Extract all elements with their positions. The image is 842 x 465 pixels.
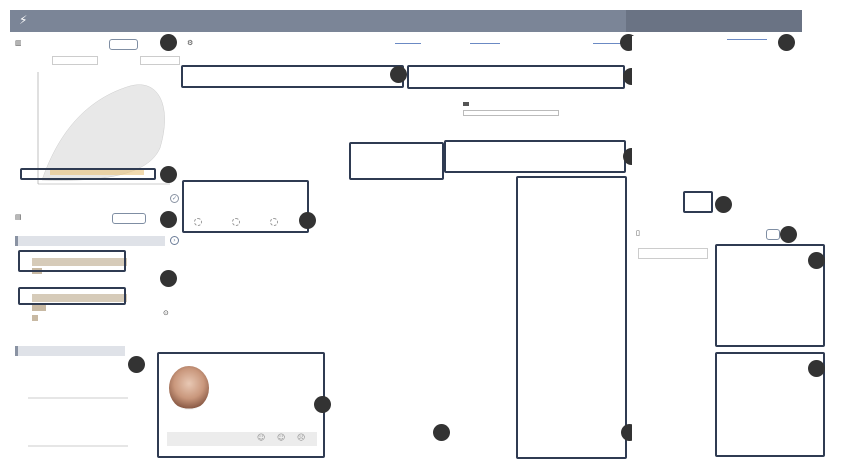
measure-y-select[interactable] <box>140 56 180 65</box>
badge-b3 <box>128 356 145 373</box>
badge-b2 <box>314 396 331 413</box>
top-bar <box>10 10 802 32</box>
badge-d3 <box>808 360 825 377</box>
profile-card[interactable] <box>157 352 325 458</box>
badge-a1 <box>160 166 177 183</box>
scisci-section <box>15 346 125 356</box>
flow-icon: ⚙ <box>187 39 194 47</box>
statistics-icon: ▤ <box>15 213 22 221</box>
callout-c1 <box>181 65 404 88</box>
document-icon: ▯ <box>636 229 640 237</box>
callout-c6 <box>444 140 626 173</box>
scisci-histograms[interactable] <box>28 360 138 460</box>
badge-e <box>780 226 797 243</box>
badge-d1 <box>715 196 732 213</box>
avatar <box>169 366 209 410</box>
school-bar[interactable] <box>32 305 46 311</box>
science-list-tab[interactable] <box>766 229 780 240</box>
mode1-button[interactable] <box>109 39 138 50</box>
paper-year-slider[interactable] <box>395 43 421 44</box>
cpc-tooltip-body <box>463 110 559 116</box>
callout-b1-bottom <box>18 287 126 305</box>
badge-a <box>160 34 177 51</box>
technology-inspection-panel <box>632 36 804 220</box>
badge-d <box>778 34 795 51</box>
frown-icon[interactable]: ☹ <box>297 433 306 442</box>
lightning-icon: ⚡ <box>19 13 28 27</box>
top-n-slider[interactable] <box>727 39 767 40</box>
patentability-slider[interactable] <box>593 43 623 44</box>
confirm-check-icon[interactable]: ✓ <box>171 195 178 202</box>
top-right-filters <box>626 10 802 32</box>
neutral-icon[interactable]: ☺ <box>277 433 286 442</box>
researcher-overview-panel <box>10 36 182 206</box>
badge-c1 <box>390 66 407 83</box>
callout-c4 <box>516 176 627 459</box>
badge-d2 <box>808 252 825 269</box>
measure-x-select[interactable] <box>52 56 98 65</box>
smile-icon[interactable]: ☺ <box>257 433 266 442</box>
callout-c5 <box>182 180 309 233</box>
demographics-section <box>15 236 165 246</box>
chevron-right-icon[interactable]: › <box>170 236 179 245</box>
callout-c5-source <box>349 142 444 180</box>
callout-a1 <box>20 168 156 180</box>
callout-c2 <box>407 65 625 89</box>
badge-c3 <box>433 424 450 441</box>
scatter-icon: ▥ <box>15 39 22 47</box>
statistics-tab-button[interactable] <box>112 213 146 224</box>
school-bar[interactable] <box>32 315 38 321</box>
year-range-select[interactable] <box>638 248 708 259</box>
cpc-tooltip-title <box>463 102 469 106</box>
scatter-plot[interactable] <box>10 68 182 206</box>
badge-c5 <box>299 212 316 229</box>
technology-ring-chart[interactable] <box>640 66 800 216</box>
radio-icon[interactable]: ⊙ <box>163 309 169 317</box>
badge-b <box>160 211 177 228</box>
badge-b1 <box>160 270 177 287</box>
profile-actions <box>167 432 317 446</box>
patent-year-slider[interactable] <box>470 43 500 44</box>
callout-d1 <box>683 191 713 213</box>
callout-b1-top <box>18 250 126 272</box>
